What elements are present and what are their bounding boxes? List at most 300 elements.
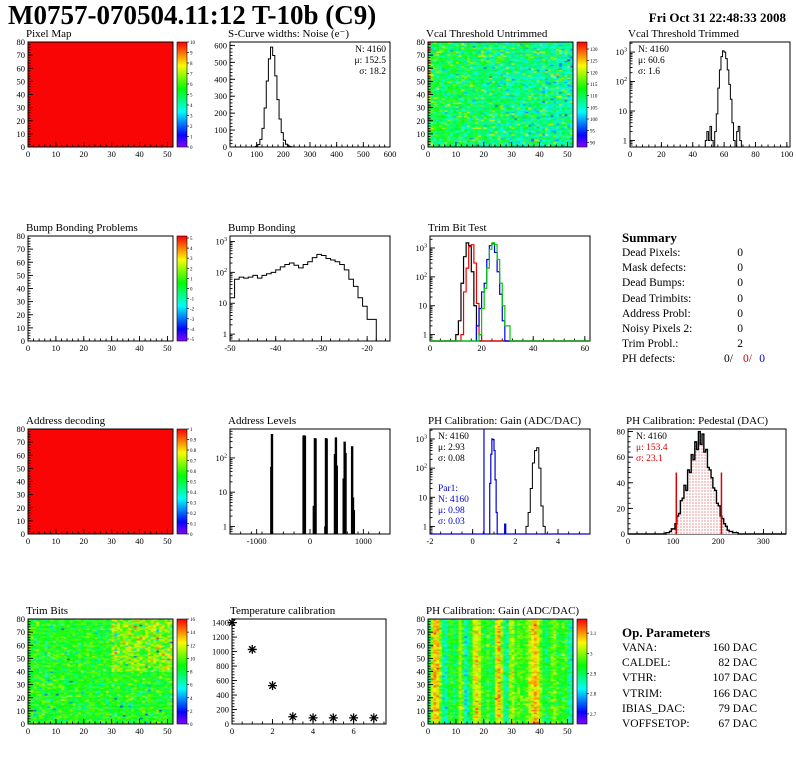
label: -30 [315, 343, 328, 353]
label: 2 [513, 536, 518, 546]
param-label: Mask defects: [622, 262, 687, 275]
label: 90 [590, 141, 595, 147]
label: 20 [16, 502, 25, 513]
label: 0 [625, 536, 631, 546]
label: 1 [622, 135, 627, 146]
label: 6 [190, 683, 193, 689]
label: 10 [451, 726, 461, 736]
label: 30 [107, 149, 116, 159]
label: -4 [190, 327, 195, 333]
label: 6 [190, 83, 193, 88]
label: N: 4160 [438, 432, 469, 442]
label: σ: 0.03 [438, 517, 465, 527]
label: 1 [222, 521, 227, 532]
label: 2.7 [590, 712, 597, 718]
param-value: 0 [737, 247, 743, 259]
label: 0.8 [190, 449, 197, 454]
label: 40 [135, 343, 144, 353]
data-marker [248, 645, 257, 654]
op-params-heading: Op. Parameters [622, 625, 711, 640]
label: 0 [620, 529, 625, 539]
label: 0 [20, 142, 25, 152]
label: 10 [418, 492, 427, 503]
label: -2 [190, 307, 195, 313]
label: 10 [416, 128, 425, 139]
label: 4 [555, 536, 561, 546]
data-marker [309, 713, 318, 722]
param-label: Noisy Pixels 2: [622, 323, 693, 335]
label: Vcal Threshold Untrimmed [426, 28, 548, 40]
data-marker [329, 713, 338, 722]
label: 20 [657, 149, 666, 159]
label: 50 [563, 726, 572, 736]
label: 30 [16, 102, 25, 113]
label: 20 [479, 726, 489, 736]
label: 20 [416, 692, 425, 703]
ph-defect-value: 0 [759, 353, 765, 366]
label: 10 [618, 106, 627, 117]
label: 2.8 [590, 692, 597, 698]
label: 400 [330, 149, 344, 159]
label: 120 [590, 71, 598, 77]
label: 50 [16, 653, 25, 664]
label: 80 [416, 614, 425, 624]
trimbit-test-series [430, 243, 590, 341]
label: 0 [190, 533, 193, 538]
vcal-trimmed-plot [602, 28, 796, 186]
label: 200 [711, 536, 725, 546]
param-label: Dead Pixels: [622, 247, 681, 259]
ph-defect-value: 0/ [724, 353, 733, 366]
label: 0.9 [190, 438, 197, 444]
trimbit-test-plot [402, 222, 598, 380]
label: 40 [135, 149, 144, 159]
label: μ: 60.6 [638, 56, 665, 66]
label: σ: 18.2 [359, 67, 386, 77]
label: 0 [190, 723, 193, 728]
label: 1 [190, 277, 193, 283]
label: 50 [16, 76, 25, 87]
label: 0 [307, 536, 313, 546]
label: 40 [16, 283, 25, 294]
param-value: 0 [737, 323, 743, 335]
label: 8 [190, 670, 193, 676]
label: 60 [16, 257, 25, 268]
label: 14 [190, 631, 195, 637]
label: S-Curve widths: Noise (e⁻) [228, 28, 349, 40]
label: 80 [616, 426, 625, 437]
label: 4 [190, 696, 193, 702]
label: 10 [16, 515, 25, 526]
label: 80 [16, 231, 25, 241]
label: 0 [470, 536, 475, 546]
label: 100 [590, 118, 598, 123]
label: 0 [25, 343, 31, 353]
label: $10^2$ [415, 463, 427, 474]
label: 20 [79, 726, 89, 736]
label: 600 [216, 675, 229, 686]
ph-gain-hist-series [505, 524, 506, 534]
label: 3 [190, 114, 193, 120]
label: 0 [420, 142, 425, 152]
label: 3 [590, 652, 593, 658]
label: 95 [590, 129, 595, 135]
label: 105 [590, 106, 598, 112]
label: 10 [16, 128, 25, 139]
label: 2 [190, 267, 193, 273]
ph-gain-hist-series [526, 448, 545, 534]
label: 10 [51, 726, 61, 736]
ph-gain-map-panel [402, 605, 598, 763]
label: 0 [627, 149, 633, 159]
label: 2 [190, 125, 193, 130]
vcal-trimmed-panel [602, 28, 796, 186]
label: 40 [616, 477, 625, 488]
label: 1 [422, 521, 427, 532]
label: 0 [25, 726, 31, 736]
label: 110 [590, 94, 598, 100]
label: 40 [528, 343, 538, 353]
label: 200 [216, 704, 229, 715]
label: -1000 [246, 536, 267, 546]
label: Pixel Map [26, 28, 72, 40]
vcal-untrimmed-panel [402, 28, 598, 186]
label: 10 [190, 41, 195, 46]
label: -3 [190, 317, 195, 323]
label: σ: 1.6 [638, 67, 661, 77]
label: μ: 0.98 [438, 506, 465, 516]
label: 30 [16, 489, 25, 500]
label: σ: 0.08 [438, 454, 465, 464]
label: 400 [216, 690, 229, 701]
ph-gain-hist-plot [402, 415, 598, 573]
label: 10 [190, 657, 195, 663]
label: 0.7 [190, 459, 197, 465]
label: 20 [16, 309, 25, 320]
label: 1000 [354, 536, 372, 546]
label: 130 [590, 48, 598, 53]
label: 60 [16, 450, 25, 461]
label: 30 [16, 679, 25, 690]
label: 4 [190, 104, 193, 109]
ph-pedestal-plot [602, 415, 796, 573]
label: 1 [190, 428, 193, 433]
label: 9 [190, 51, 193, 57]
label: 60 [416, 640, 425, 651]
label: 1 [422, 329, 427, 340]
label: 1000 [212, 646, 229, 657]
label: 200 [276, 149, 290, 159]
label: 12 [190, 644, 195, 650]
label: 100 [250, 149, 264, 159]
label: PH Calibration: Gain (ADC/DAC) [426, 605, 580, 617]
label: -1 [190, 297, 195, 303]
label: 300 [303, 149, 317, 159]
label: 60 [616, 452, 625, 463]
label: 70 [416, 50, 425, 61]
label: 50 [163, 536, 172, 546]
timestamp: Fri Oct 31 22:48:33 2008 [648, 10, 786, 25]
label: $10^2$ [215, 452, 227, 463]
label: 30 [507, 149, 516, 159]
label: 60 [16, 63, 25, 74]
label: 40 [688, 149, 697, 159]
label: 40 [135, 726, 144, 736]
label: 0 [425, 726, 431, 736]
label: μ: 2.93 [438, 443, 465, 453]
label: 70 [16, 50, 25, 61]
label: 30 [507, 726, 516, 736]
label: 30 [16, 296, 25, 307]
ph-gain-hist-panel [402, 415, 598, 573]
op-params-panel [602, 605, 796, 763]
vcal-untrimmed-plot [402, 28, 598, 186]
trim-bits-panel [2, 605, 198, 763]
label: 100 [214, 125, 227, 136]
label: 20 [616, 503, 625, 514]
label: Bump Bonding [228, 222, 296, 234]
label: Par1: [438, 484, 459, 494]
param-value: 67 DAC [718, 718, 757, 730]
param-value: 82 DAC [718, 657, 757, 670]
param-value: 0 [737, 292, 743, 305]
param-label: VOFFSETOP: [622, 718, 690, 730]
label: Trim Bits [26, 605, 69, 617]
label: 0 [227, 149, 233, 159]
label: 10 [16, 705, 25, 716]
label: 10 [418, 300, 427, 311]
param-label: Dead Bumps: [622, 277, 685, 290]
label: 10 [51, 343, 61, 353]
label: 20 [479, 149, 489, 159]
label: N: 4160 [355, 45, 386, 55]
label: 20 [79, 343, 89, 353]
label: 100 [780, 149, 794, 159]
bump-bonding-series [230, 254, 390, 341]
label: 0 [229, 726, 235, 736]
label: 20 [416, 115, 425, 126]
label: 80 [16, 37, 25, 47]
label: 40 [416, 89, 425, 100]
address-decoding-panel [2, 415, 198, 573]
ph-gain-map-plot [402, 605, 598, 763]
label: $10^2$ [415, 271, 427, 282]
data-marker [369, 713, 378, 722]
label: 60 [16, 640, 25, 651]
label: Address decoding [26, 415, 106, 427]
trim-bits-plot [2, 605, 198, 763]
param-value: 79 DAC [718, 702, 757, 715]
label: 10 [218, 298, 227, 309]
param-value: 166 DAC [712, 687, 757, 700]
summary-panel [602, 222, 796, 380]
label: -2 [426, 536, 434, 546]
label: 10 [416, 705, 425, 716]
label: 200 [214, 108, 227, 119]
param-label: Trim Probl.: [622, 338, 679, 351]
label: 80 [16, 424, 25, 434]
label: μ: 152.5 [354, 56, 386, 66]
label: 50 [163, 149, 172, 159]
label: $10^3$ [415, 242, 427, 253]
label: 40 [16, 666, 25, 677]
label: Bump Bonding Problems [26, 222, 138, 234]
label: Trim Bit Test [428, 222, 487, 234]
label: 8 [190, 62, 193, 67]
label: 50 [16, 463, 25, 474]
label: 0.4 [190, 491, 197, 496]
label: 500 [356, 149, 370, 159]
ph-pedestal-panel [602, 415, 796, 573]
label: 10 [451, 149, 461, 159]
label: 50 [16, 270, 25, 281]
label: PH Calibration: Gain (ADC/DAC) [428, 415, 582, 427]
label: N: 4160 [638, 45, 669, 55]
label: 1200 [212, 632, 229, 643]
param-value: 160 DAC [712, 642, 757, 654]
trimbit-test-panel [402, 222, 598, 380]
label: 0.6 [190, 470, 197, 475]
label: Vcal Threshold Trimmed [628, 28, 740, 40]
label: 30 [416, 679, 425, 690]
label: 0 [190, 287, 193, 293]
param-label: VTHR: [622, 672, 657, 685]
label: 60 [580, 343, 590, 353]
label: $10^3$ [415, 433, 427, 444]
label: 500 [214, 57, 227, 68]
label: 40 [535, 726, 544, 736]
label: 300 [757, 536, 770, 546]
label: 40 [416, 666, 425, 677]
param-label: Dead Trimbits: [622, 292, 692, 305]
label: -40 [270, 343, 282, 353]
label: 4 [190, 247, 193, 253]
label: 0 [20, 529, 25, 539]
label: 30 [416, 102, 425, 113]
label: Temperature calibration [230, 605, 336, 617]
label: 2.9 [590, 672, 597, 678]
label: PH Calibration: Pedestal (DAC) [626, 415, 769, 427]
label: $10^2$ [215, 267, 227, 278]
param-label: CALDEL: [622, 657, 671, 670]
pixel-map-plot [2, 28, 198, 186]
label: 300 [214, 91, 227, 102]
label: 125 [590, 59, 598, 65]
label: $10^2$ [615, 76, 627, 87]
label: 1400 [212, 617, 229, 628]
label: 1 [222, 329, 227, 340]
scurve-noise-plot [202, 28, 398, 186]
bump-problems-panel [2, 222, 198, 380]
label: 3 [190, 257, 193, 263]
label: 10 [218, 487, 227, 498]
label: 3.1 [590, 632, 597, 638]
label: 20 [477, 343, 486, 353]
label: 4 [310, 726, 316, 736]
bump-bonding-plot [202, 222, 398, 380]
address-decoding-plot [2, 415, 198, 573]
label: 80 [16, 614, 25, 624]
label: 40 [535, 149, 544, 159]
label: 0 [427, 343, 433, 353]
label: 0 [25, 536, 31, 546]
param-label: Address Probl: [622, 307, 691, 320]
temp-cal-panel [202, 605, 398, 763]
label: 40 [16, 89, 25, 100]
label: 80 [416, 37, 425, 47]
label: μ: 153.4 [636, 443, 668, 453]
label: N: 4160 [438, 495, 469, 505]
label: -50 [224, 343, 236, 353]
label: 20 [16, 692, 25, 703]
label: 0 [425, 149, 431, 159]
address-levels-panel [202, 415, 398, 573]
page-title: M0757-070504.11:12 T-10b (C9) [8, 0, 377, 30]
label: 70 [16, 244, 25, 255]
label: 6 [351, 726, 356, 736]
label: -5 [190, 337, 195, 343]
label: 70 [416, 627, 425, 638]
label: 7 [190, 72, 193, 78]
label: 0 [420, 719, 425, 729]
label: 2 [190, 709, 193, 715]
label: 0.3 [190, 501, 197, 507]
label: 0.2 [190, 512, 197, 517]
param-value: 0 [737, 307, 743, 320]
label: 50 [416, 653, 425, 664]
label: 10 [51, 536, 61, 546]
label: 600 [214, 40, 227, 51]
pixel-map-panel [2, 28, 198, 186]
label: 0 [25, 149, 31, 159]
label: 5 [190, 93, 193, 99]
label: 0.5 [190, 480, 197, 486]
label: 0 [20, 719, 25, 729]
label: 0.1 [190, 522, 197, 528]
label: 0 [224, 719, 229, 729]
label: 30 [107, 726, 116, 736]
label: 400 [214, 74, 227, 85]
param-value: 0 [737, 262, 743, 275]
label: 20 [79, 149, 89, 159]
temp-cal-plot [202, 605, 398, 763]
label: Address Levels [228, 415, 297, 427]
param-value: 2 [737, 338, 743, 351]
label: 40 [135, 536, 144, 546]
summary-heading: Summary [622, 230, 677, 245]
label: 40 [16, 476, 25, 487]
label: 600 [383, 149, 397, 159]
label: 0 [190, 146, 193, 151]
address-levels-plot [202, 415, 398, 573]
data-marker [268, 681, 277, 690]
data-marker [349, 713, 358, 722]
label: 60 [719, 149, 729, 159]
label: 5 [190, 237, 193, 243]
label: $10^3$ [215, 236, 227, 247]
label: 70 [16, 627, 25, 638]
label: 30 [107, 536, 116, 546]
label: 20 [79, 536, 89, 546]
bump-problems-plot [2, 222, 198, 380]
label: 100 [666, 536, 680, 546]
param-value: 107 DAC [712, 672, 757, 685]
label: $10^3$ [615, 47, 627, 58]
param-label: VANA: [622, 642, 657, 654]
label: 10 [16, 322, 25, 333]
param-label: IBIAS_DAC: [622, 702, 686, 715]
param-label: PH defects: [622, 353, 676, 366]
